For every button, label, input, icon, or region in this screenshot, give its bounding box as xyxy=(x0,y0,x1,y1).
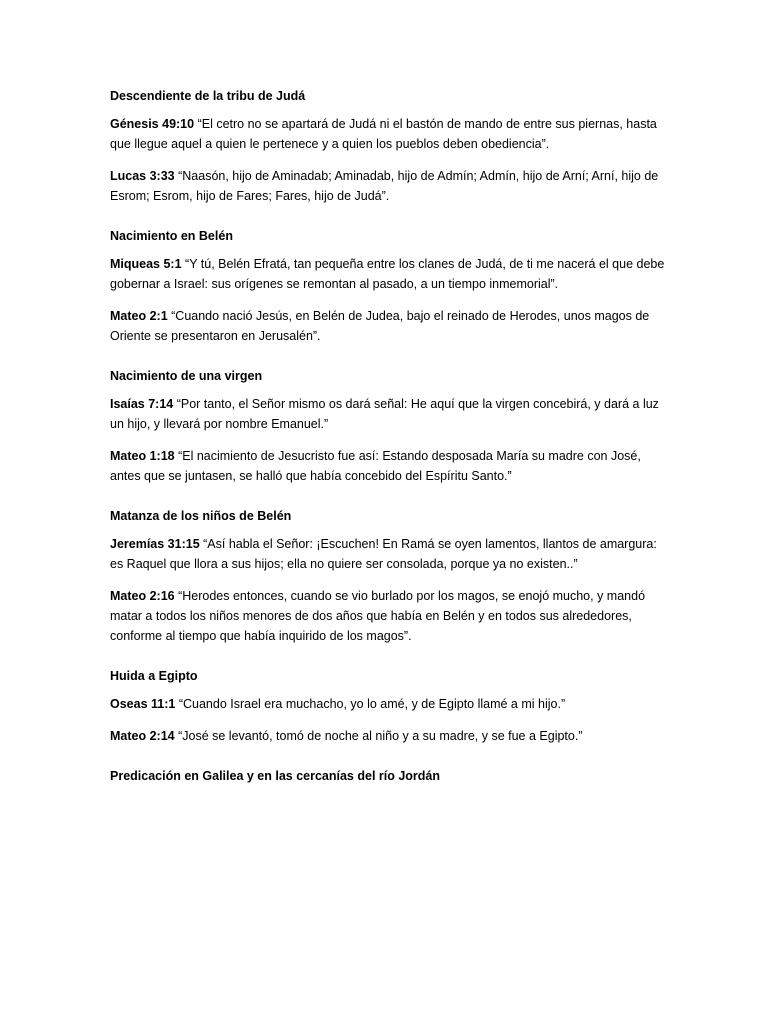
verse-reference: Lucas 3:33 xyxy=(110,169,175,183)
verse-reference: Mateo 2:1 xyxy=(110,309,168,323)
verse-entry xyxy=(110,306,670,346)
verse-reference: Oseas 11:1 xyxy=(110,697,176,711)
section-heading: Predicación en Galilea y en las cercanías del río Jordán xyxy=(110,769,441,783)
verse-reference: Miqueas 5:1 xyxy=(110,257,182,271)
verse-entry xyxy=(110,726,670,746)
verse-entry xyxy=(110,534,670,574)
verse-entry xyxy=(110,114,670,154)
verse-entry xyxy=(110,446,670,486)
verse-reference: Génesis 49:10 xyxy=(110,117,195,131)
verse-text: “Por tanto, el Señor mismo os dará señal: He aquí que la virgen concebirá, y dará a luz un hijo, y llevará por nombre Emanuel.” xyxy=(110,397,659,431)
section-heading: Nacimiento en Belén xyxy=(110,229,233,243)
section-matanza-ninos xyxy=(110,506,670,646)
verse-reference: Isaías 7:14 xyxy=(110,397,174,411)
verse-entry xyxy=(110,254,670,294)
section-heading: Huida a Egipto xyxy=(110,669,198,683)
verse-reference: Mateo 1:18 xyxy=(110,449,175,463)
verse-text: “Así habla el Señor: ¡Escuchen! En Ramá se oyen lamentos, llantos de amargura: es Raquel que llora a sus hijos; ella no quiere ser consolada, porque ya no existen..” xyxy=(110,537,657,571)
section-heading: Descendiente de la tribu de Judá xyxy=(110,89,306,103)
verse-entry xyxy=(110,394,670,434)
verse-reference: Jeremías 31:15 xyxy=(110,537,200,551)
verse-text: “Y tú, Belén Efratá, tan pequeña entre los clanes de Judá, de ti me nacerá el que debe gobernar a Israel: sus orígenes se remontan al pasado, a un tiempo inmemorial”. xyxy=(110,257,665,291)
verse-entry xyxy=(110,166,670,206)
document-page xyxy=(110,86,670,794)
verse-text: “Cuando nació Jesús, en Belén de Judea, bajo el reinado de Herodes, unos magos de Oriente se presentaron en Jerusalén”. xyxy=(110,309,650,343)
verse-text: “El nacimiento de Jesucristo fue así: Estando desposada María su madre con José, antes que se juntasen, se halló que había concebido del Espíritu Santo.” xyxy=(110,449,641,483)
section-tribu-juda xyxy=(110,86,670,206)
verse-text: “El cetro no se apartará de Judá ni el bastón de mando de entre sus piernas, hasta que llegue aquel a quien le pertenece y a quien los pueblos deben obediencia”. xyxy=(110,117,657,151)
section-heading: Matanza de los niños de Belén xyxy=(110,509,292,523)
verse-reference: Mateo 2:16 xyxy=(110,589,175,603)
section-nacimiento-virgen xyxy=(110,366,670,486)
section-heading: Nacimiento de una virgen xyxy=(110,369,263,383)
section-nacimiento-belen xyxy=(110,226,670,346)
section-predicacion-galilea xyxy=(110,766,670,786)
verse-entry xyxy=(110,694,670,714)
section-huida-egipto xyxy=(110,666,670,746)
verse-reference: Mateo 2:14 xyxy=(110,729,175,743)
verse-text: “Naasón, hijo de Aminadab; Aminadab, hijo de Admín; Admín, hijo de Arní; Arní, hijo de Esrom; Esrom, hijo de Fares; Fares, hijo de Judá”. xyxy=(110,169,659,203)
verse-text: “Cuando Israel era muchacho, yo lo amé, y de Egipto llamé a mi hijo.” xyxy=(175,697,566,711)
verse-text: “Herodes entonces, cuando se vio burlado por los magos, se enojó mucho, y mandó matar a todos los niños menores de dos años que había en Belén y en todos sus alrededores, conforme al tiempo que había inquirido de los magos”. xyxy=(110,589,646,643)
verse-text: “José se levantó, tomó de noche al niño y a su madre, y se fue a Egipto.” xyxy=(174,729,583,743)
verse-entry xyxy=(110,586,670,646)
